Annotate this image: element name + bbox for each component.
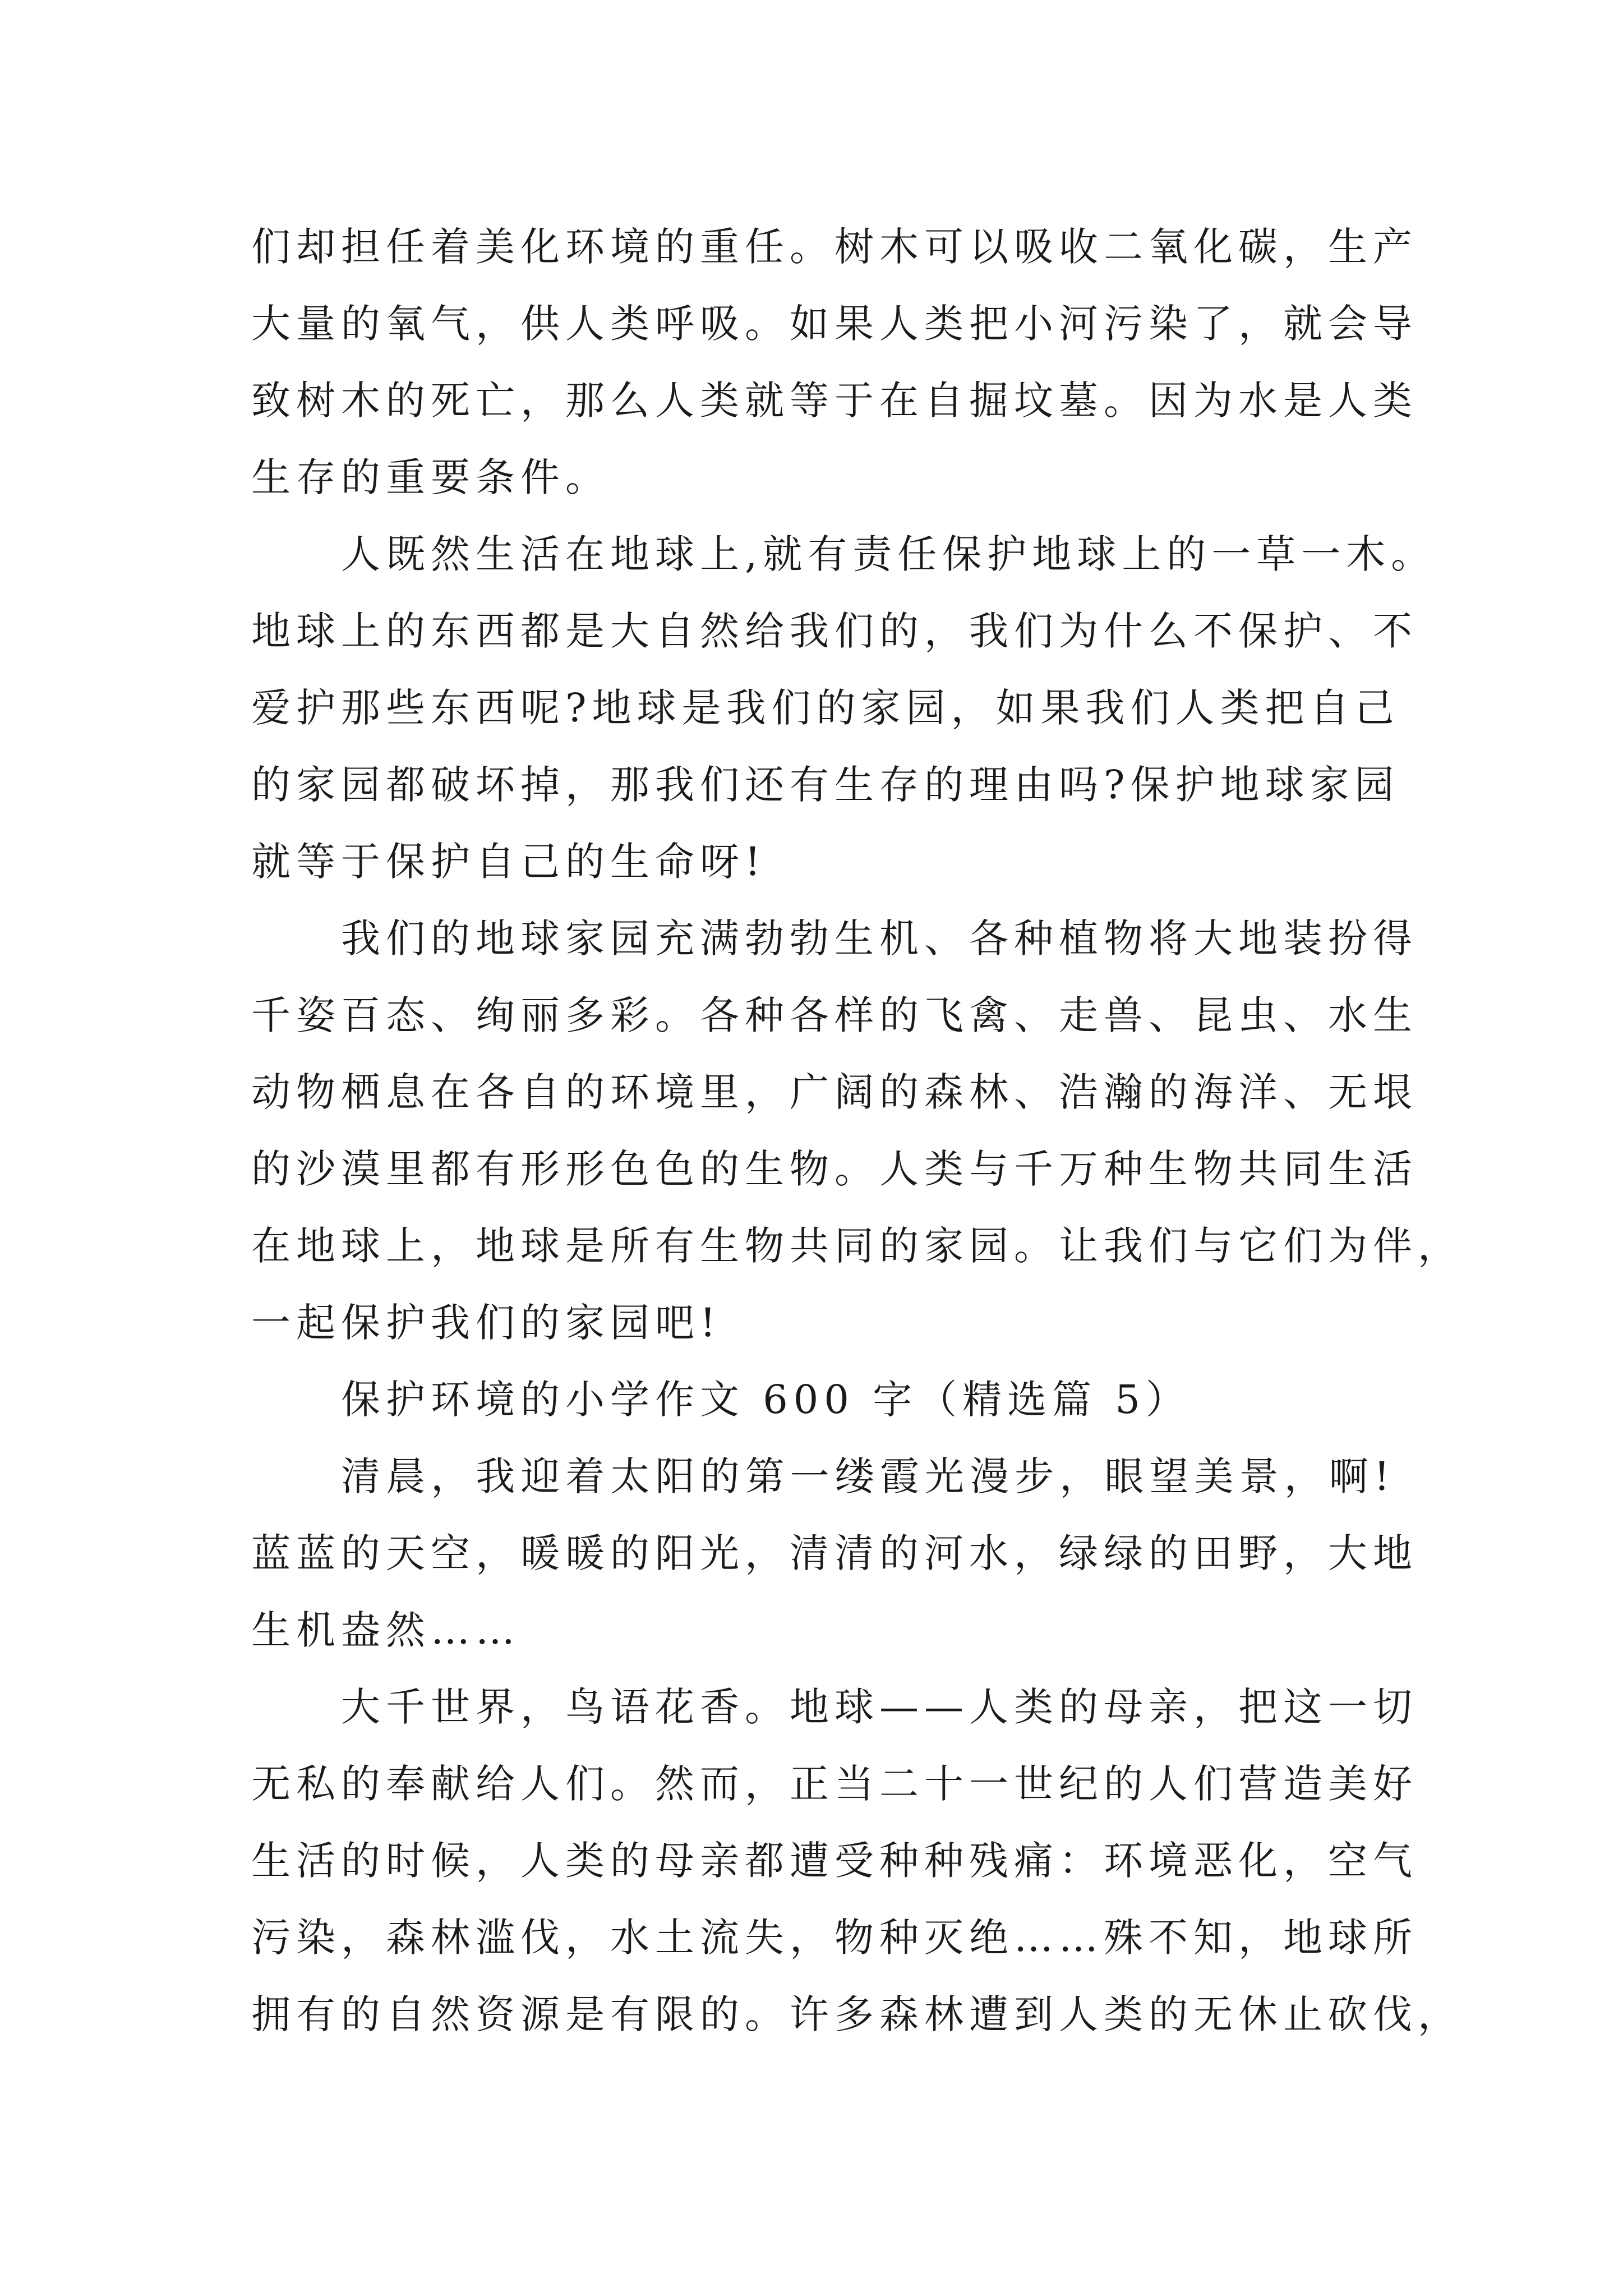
document-body [251, 209, 1463, 2053]
text-line: 蓝蓝的天空，暖暖的阳光，清清的河水，绿绿的田野，大地 [251, 1530, 1418, 1576]
text-line: 拥有的自然资源是有限的。许多森林遭到人类的无休止砍伐， [251, 1991, 1463, 2037]
text-line: 大量的氧气，供人类呼吸。如果人类把小河污染了，就会导 [251, 301, 1418, 347]
text-line: 的沙漠里都有形形色色的生物。人类与千万种生物共同生活 [251, 1146, 1418, 1192]
text-line: 就等于保护自己的生命呀! [251, 839, 767, 885]
text-line: 大千世界，鸟语花香。地球——人类的母亲，把这一切 [341, 1684, 1418, 1730]
text-line: 动物栖息在各自的环境里，广阔的森林、浩瀚的海洋、无垠 [251, 1069, 1418, 1115]
text-line: 生活的时候，人类的母亲都遭受种种残痛：环境恶化，空气 [251, 1838, 1418, 1884]
text-line: 无私的奉献给人们。然而，正当二十一世纪的人们营造美好 [251, 1761, 1418, 1807]
text-line: 我们的地球家园充满勃勃生机、各种植物将大地装扮得 [341, 915, 1418, 961]
text-line: 污染，森林滥伐，水土流失，物种灭绝……殊不知，地球所 [251, 1915, 1418, 1961]
text-line: 地球上的东西都是大自然给我们的，我们为什么不保护、不 [251, 608, 1418, 654]
text-line: 清晨，我迎着太阳的第一缕霞光漫步，眼望美景，啊! [341, 1453, 1395, 1499]
text-line: 一起保护我们的家园吧! [251, 1300, 722, 1346]
text-line: 人既然生活在地球上,就有责任保护地球上的一草一木。 [341, 531, 1436, 577]
text-line: 千姿百态、绚丽多彩。各种各样的飞禽、走兽、昆虫、水生 [251, 992, 1418, 1038]
text-line: 爱护那些东西呢?地球是我们的家园，如果我们人类把自己 [251, 685, 1400, 731]
text-line: 的家园都破坏掉，那我们还有生存的理由吗?保护地球家园 [251, 762, 1400, 808]
text-line: 生存的重要条件。 [251, 454, 610, 500]
text-line: 生机盎然…… [251, 1607, 520, 1653]
text-line: 们却担任着美化环境的重任。树木可以吸收二氧化碳，生产 [251, 224, 1418, 270]
text-line: 致树木的死亡，那么人类就等于在自掘坟墓。因为水是人类 [251, 378, 1418, 424]
text-line: 在地球上，地球是所有生物共同的家园。让我们与它们为伴， [251, 1223, 1463, 1269]
section-heading: 保护环境的小学作文 600 字（精选篇 5） [341, 1377, 1191, 1423]
